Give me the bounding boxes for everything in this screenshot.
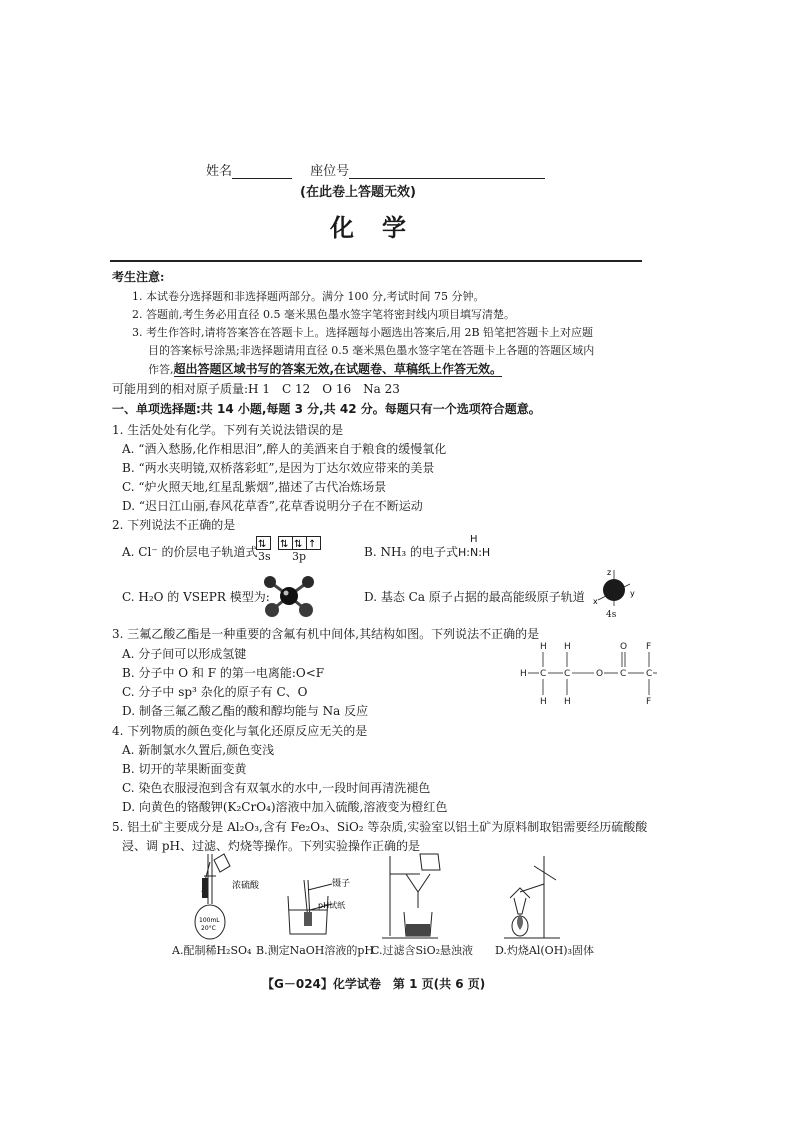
apparatus-c-filtration xyxy=(380,852,450,944)
q5-option-b: B.测定NaOH溶液的pH xyxy=(256,944,375,957)
svg-text:H: H xyxy=(540,697,547,707)
axis-x-label: x xyxy=(593,597,598,606)
svg-text:F: F xyxy=(646,642,652,652)
svg-text:100mL: 100mL xyxy=(199,917,220,924)
svg-text:浓硫酸: 浓硫酸 xyxy=(232,881,260,891)
q1-stem: 1. 生活处处有化学。下列有关说法错误的是 xyxy=(112,423,344,437)
q2-option-a: A. Cl⁻ 的价层电子轨道式 xyxy=(122,545,258,559)
q5-stem-line2: 浸、调 pH、过滤、灼烧等操作。下列实验操作正确的是 xyxy=(122,839,420,853)
seat-label: 座位号 xyxy=(310,164,350,179)
q1-option-b: B. “两水夹明镜,双桥落彩虹”,是因为丁达尔效应带来的美景 xyxy=(122,461,435,475)
svg-text:⇅: ⇅ xyxy=(294,539,303,550)
svg-text:H: H xyxy=(520,669,527,679)
notice-item-3c-prefix: 作答, xyxy=(148,363,174,376)
q5-stem-line1: 5. 铝土矿主要成分是 Al₂O₃,含有 Fe₂O₃、SiO₂ 等杂质,实验室以铝土矿为原料制取铝需要经历硫酸酸 xyxy=(112,820,648,834)
q3-option-a: A. 分子间可以形成氢键 xyxy=(122,647,247,661)
svg-text:↑: ↑ xyxy=(308,539,317,550)
nh3-top-h: H xyxy=(470,534,478,545)
axis-z-label: z xyxy=(607,568,612,577)
axis-y-label: y xyxy=(630,589,635,598)
q3-option-c: C. 分子中 sp³ 杂化的原子有 C、O xyxy=(122,685,308,699)
svg-text:20°C: 20°C xyxy=(201,925,216,932)
svg-text:C: C xyxy=(540,669,547,679)
q1-option-c: C. “炉火照天地,红星乱紫烟”,描述了古代冶炼场景 xyxy=(122,480,387,494)
svg-text:H: H xyxy=(564,697,571,707)
section-heading: 一、单项选择题:共 14 小题,每题 3 分,共 42 分。每题只有一个选项符合题意。 xyxy=(112,402,541,416)
s-orbital-sphere xyxy=(592,566,638,616)
q1-option-a: A. “酒入愁肠,化作相思泪”,醉人的美酒来自于粮食的缓慢氧化 xyxy=(122,442,447,456)
page-footer: 【G－024】化学试卷 第 1 页(共 6 页) xyxy=(262,977,486,991)
svg-text:C: C xyxy=(620,669,627,679)
svg-text:F: F xyxy=(646,697,652,707)
q4-stem: 4. 下列物质的颜色变化与氧化还原反应无关的是 xyxy=(112,724,368,738)
atomic-masses: 可能用到的相对原子质量:H 1 C 12 O 16 Na 23 xyxy=(112,382,400,396)
notice-item-3b: 目的答案标号涂黑;非选择题请用直径 0.5 毫米黑色墨水签字笔在答题卡上各题的答题区域内 xyxy=(148,344,595,357)
q3-stem: 3. 三氟乙酸乙酯是一种重要的含氟有机中间体,其结构如图。下列说法不正确的是 xyxy=(112,627,540,641)
q2-option-d: D. 基态 Ca 原子占据的最高能级原子轨道 xyxy=(364,590,585,604)
orbital-4s-label: 4s xyxy=(606,610,617,620)
svg-text:pH试纸: pH试纸 xyxy=(318,901,346,910)
svg-text:C: C xyxy=(564,669,571,679)
q2-option-c: C. H₂O 的 VSEPR 模型为: xyxy=(122,590,270,604)
svg-text:⇅: ⇅ xyxy=(280,539,289,550)
q5-option-d: D.灼烧Al(OH)₃固体 xyxy=(495,944,594,957)
invalid-note: (在此卷上答题无效) xyxy=(300,185,416,200)
q5-option-a: A.配制稀H₂SO₄ xyxy=(172,944,252,957)
name-label: 姓名 xyxy=(206,164,233,179)
notice-item-2: 2. 答题前,考生务必用直径 0.5 毫米黑色墨水签字笔将密封线内项目填写清楚。 xyxy=(132,308,515,321)
apparatus-d-crucible-heating xyxy=(500,852,582,944)
seat-blank[interactable] xyxy=(349,164,545,179)
q4-option-b: B. 切开的苹果断面变黄 xyxy=(122,762,247,776)
name-blank[interactable] xyxy=(232,164,292,179)
nh3-formula: H:N:H xyxy=(458,546,491,559)
notice-item-1: 1. 本试卷分选择题和非选择题两部分。满分 100 分,考试时间 75 分钟。 xyxy=(132,290,485,303)
q5-option-c: C.过滤含SiO₂悬浊液 xyxy=(371,944,474,957)
notice-item-3c xyxy=(148,360,502,377)
svg-text:O: O xyxy=(620,642,628,652)
svg-text:镊子: 镊子 xyxy=(332,879,351,889)
name-field xyxy=(206,160,545,179)
q3-option-d: D. 制备三氟乙酸乙酯的酸和醇均能与 Na 反应 xyxy=(122,704,369,718)
svg-text:H: H xyxy=(564,642,571,652)
q4-option-a: A. 新制氯水久置后,颜色变浅 xyxy=(122,743,275,757)
page-title: 化 学 xyxy=(330,213,408,242)
orbital-3p-label: 3p xyxy=(292,550,307,563)
notice-title: 考生注意: xyxy=(112,270,165,284)
svg-text:O: O xyxy=(596,669,604,679)
q4-option-d: D. 向黄色的铬酸钾(K₂CrO₄)溶液中加入硫酸,溶液变为橙红色 xyxy=(122,800,448,814)
q1-option-d: D. “迟日江山丽,春风花草香”,花草香说明分子在不断运动 xyxy=(122,499,423,513)
notice-warning: 超出答题区域书写的答案无效,在试题卷、草稿纸上作答无效。 xyxy=(173,362,503,376)
q2-option-b: B. NH₃ 的电子式 xyxy=(364,545,459,559)
q2-stem: 2. 下列说法不正确的是 xyxy=(112,518,236,532)
apparatus-a-volumetric-flask xyxy=(180,852,270,944)
q4-option-c: C. 染色衣服浸泡到含有双氧水的水中,一段时间再清洗褪色 xyxy=(122,781,431,795)
svg-text:C: C xyxy=(646,669,653,679)
q3-option-b: B. 分子中 O 和 F 的第一电离能:O<F xyxy=(122,666,325,680)
structural-formula xyxy=(518,640,658,710)
notice-item-3: 3. 考生作答时,请将答案答在答题卡上。选择题每小题选出答案后,用 2B 铅笔把答题卡上对应题 xyxy=(132,326,594,339)
header-rule xyxy=(110,260,642,262)
svg-text:H: H xyxy=(540,642,547,652)
vsepr-model-image xyxy=(258,574,320,618)
orbital-3s-label: 3s xyxy=(258,550,271,563)
svg-text:⇅: ⇅ xyxy=(258,539,267,550)
apparatus-b-ph-test xyxy=(282,870,364,942)
